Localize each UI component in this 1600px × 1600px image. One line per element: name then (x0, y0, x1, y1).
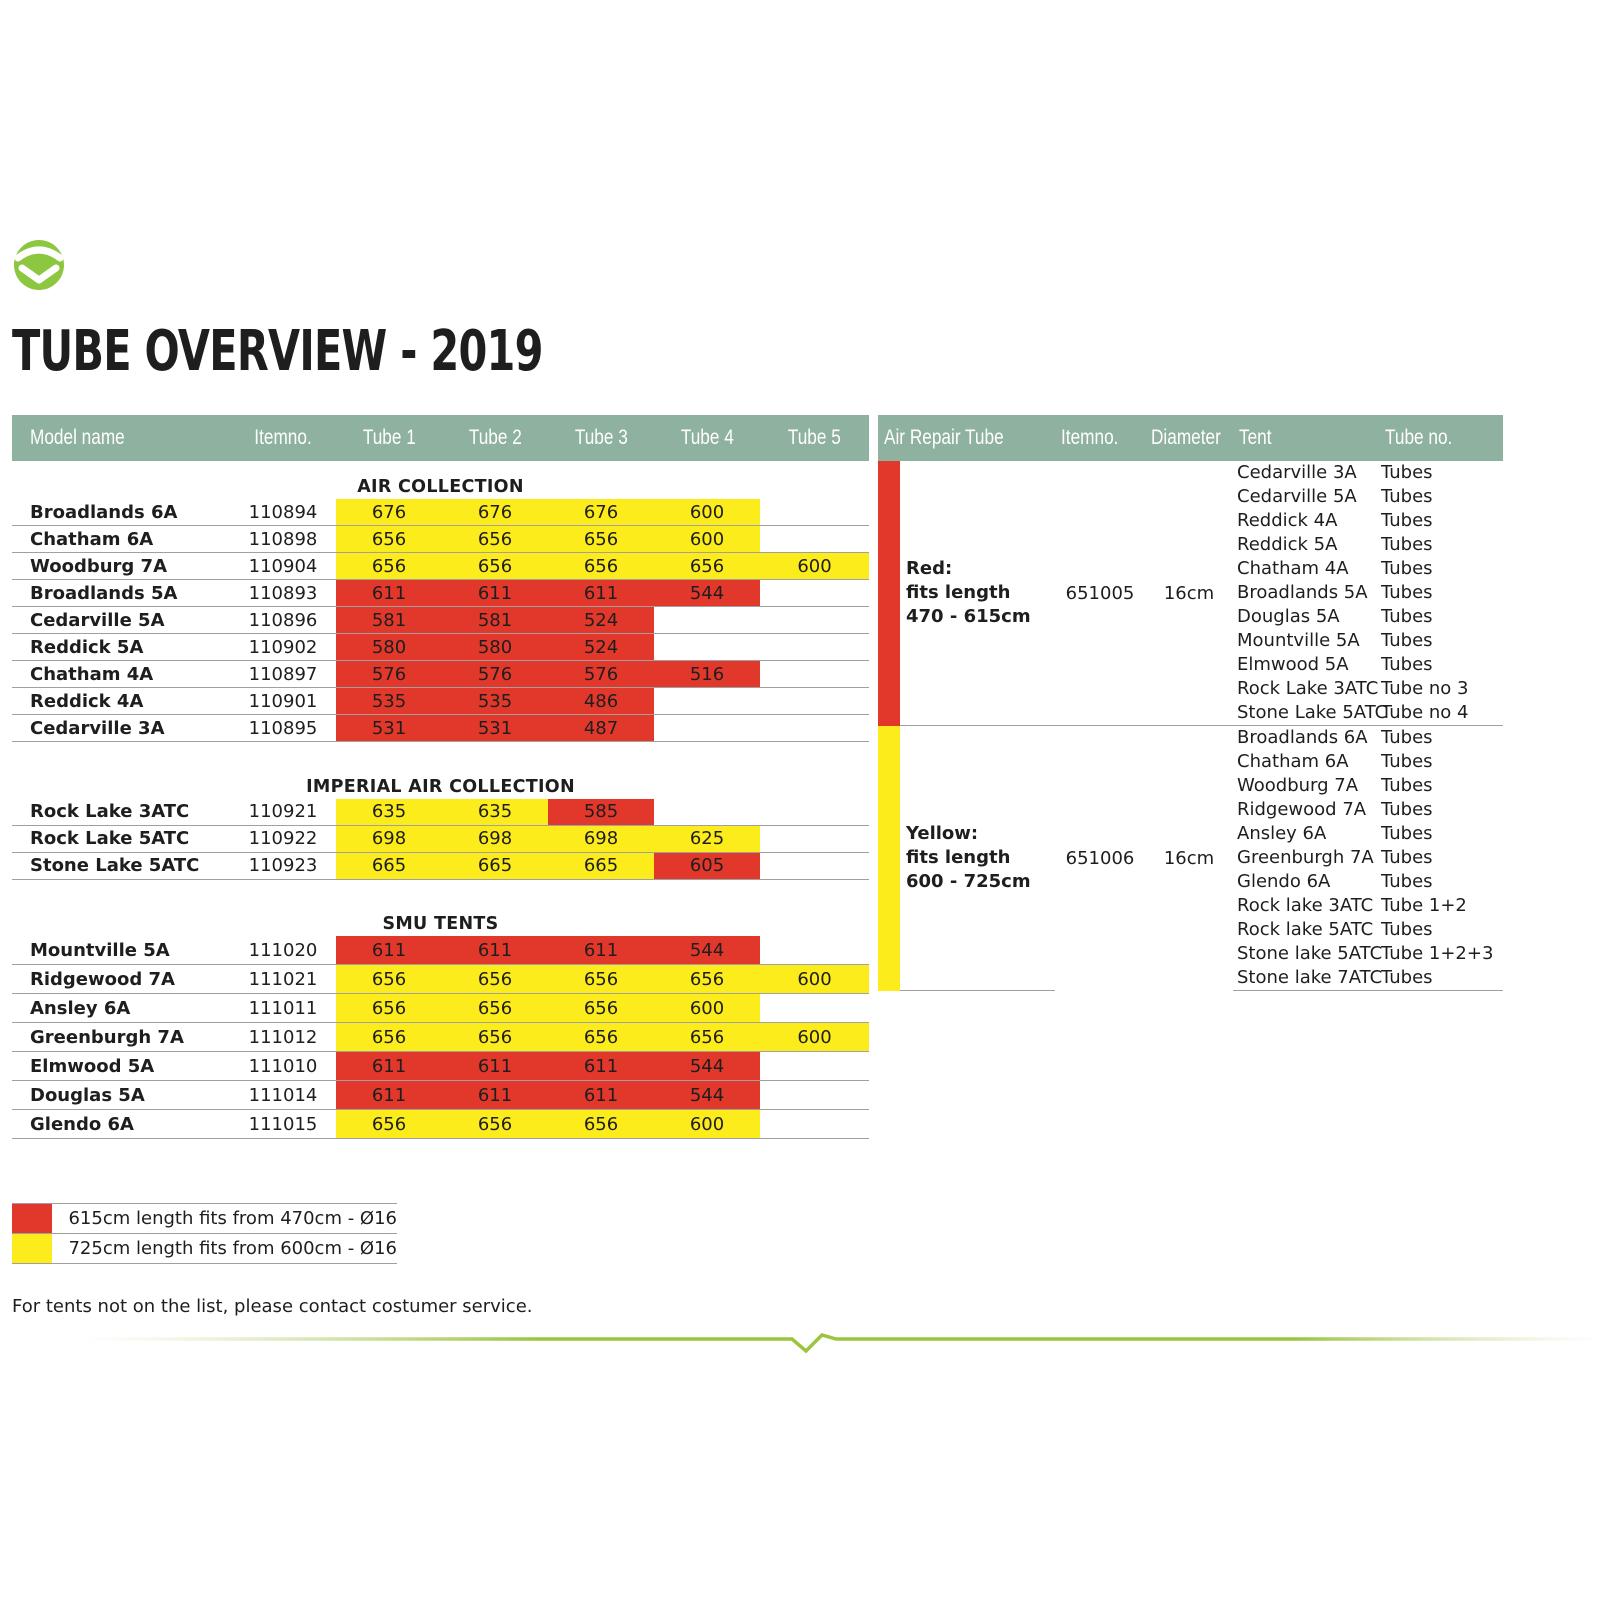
column-header (878, 415, 1055, 461)
tube-length-cell: 656 (336, 1023, 442, 1052)
column-header (1055, 415, 1145, 461)
repair-item-number: 651006 (1065, 847, 1135, 869)
column-header-label: Tube 1 (362, 426, 416, 449)
tube-length-cell (760, 688, 869, 715)
model-name: Cedarville 3A (12, 715, 230, 742)
column-header-label: Air Repair Tube (884, 426, 1004, 449)
item-number: 110922 (230, 825, 336, 852)
tube-length-cell: 611 (336, 1052, 442, 1081)
tube-length-cell (760, 526, 869, 553)
tube-length-cell: 611 (548, 1081, 654, 1110)
table-row (12, 634, 869, 661)
tube-length-cell: 600 (760, 965, 869, 994)
item-number: 110902 (230, 634, 336, 661)
model-name: Stone Lake 5ATC (12, 852, 230, 879)
tent-name: Stone Lake 5ATC (1233, 701, 1379, 726)
column-header-label: Itemno. (1061, 426, 1119, 449)
table-row (12, 1110, 869, 1139)
group-label-line: 470 - 615cm (906, 606, 1031, 627)
item-number: 111021 (230, 965, 336, 994)
table-row (12, 1081, 869, 1110)
column-header-label: Tube 3 (574, 426, 628, 449)
tube-length-cell: 656 (442, 1110, 548, 1139)
tube-length-cell: 656 (442, 553, 548, 580)
item-number: 111014 (230, 1081, 336, 1110)
column-header-label: Model name (30, 426, 125, 449)
column-header (654, 415, 760, 461)
tube-length-cell: 516 (654, 661, 760, 688)
column-header (336, 415, 442, 461)
section-title: SMU TENTS (382, 914, 499, 934)
tube-number: Tubes (1381, 727, 1433, 748)
tube-length-cell: 656 (442, 1023, 548, 1052)
tent-name: Ansley 6A (1237, 823, 1327, 844)
tube-length-cell: 576 (336, 661, 442, 688)
tube-length-cell: 544 (654, 936, 760, 965)
legend-row (12, 1204, 397, 1234)
model-name: Rock Lake 5ATC (12, 825, 230, 852)
model-name: Ansley 6A (12, 994, 230, 1023)
tube-length-cell (760, 1081, 869, 1110)
table-row (12, 825, 869, 852)
table-row (12, 526, 869, 553)
tube-number: Tube no 4 (1379, 701, 1503, 726)
group-label-line: Red: (906, 558, 953, 579)
tube-number: Tubes (1381, 799, 1433, 820)
tube-length-cell (760, 936, 869, 965)
tube-length-cell: 676 (336, 499, 442, 526)
section-row (12, 461, 869, 499)
tube-length-cell (760, 852, 869, 879)
tent-name: Chatham 6A (1237, 751, 1349, 772)
section-row (12, 742, 869, 799)
tube-length-cell: 656 (654, 1023, 760, 1052)
tube-length-cell (654, 688, 760, 715)
column-header (1145, 415, 1233, 461)
item-number: 110896 (230, 607, 336, 634)
column-header-label: Tube 4 (680, 426, 734, 449)
table-row (12, 994, 869, 1023)
tube-length-cell: 676 (442, 499, 548, 526)
model-name: Chatham 4A (12, 661, 230, 688)
tube-length-cell (760, 994, 869, 1023)
item-number: 111020 (230, 936, 336, 965)
tube-length-cell (760, 715, 869, 742)
tent-name: Woodburg 7A (1237, 775, 1359, 796)
tent-name: Ridgewood 7A (1237, 799, 1367, 820)
section-title: IMPERIAL AIR COLLECTION (306, 776, 575, 797)
decorative-divider (80, 1332, 1600, 1372)
table-row (12, 965, 869, 994)
tube-length-cell: 676 (548, 499, 654, 526)
table-row (12, 1052, 869, 1081)
legend-text: 725cm length fits from 600cm - Ø16 (52, 1234, 397, 1264)
page-title: TUBE OVERVIEW - 2019 (12, 319, 543, 384)
table-row (12, 688, 869, 715)
group-label (900, 726, 1055, 991)
model-name: Reddick 4A (12, 688, 230, 715)
tube-number: Tubes (1381, 462, 1433, 483)
tube-length-cell: 611 (442, 1052, 548, 1081)
tube-number: Tubes (1381, 775, 1433, 796)
tube-length-cell: 535 (442, 688, 548, 715)
column-header-label: Tube 2 (468, 426, 522, 449)
tube-length-cell: 600 (654, 526, 760, 553)
tube-length-cell: 611 (548, 580, 654, 607)
tube-length-cell: 656 (442, 965, 548, 994)
model-name: Woodburg 7A (12, 553, 230, 580)
table-row (12, 936, 869, 965)
tent-name: Rock Lake 3ATC (1237, 678, 1379, 699)
tube-length-cell: 698 (548, 825, 654, 852)
tube-length-cell: 656 (336, 965, 442, 994)
tube-length-cell: 611 (548, 936, 654, 965)
tent-name: Cedarville 5A (1237, 486, 1357, 507)
tube-length-cell: 656 (548, 1023, 654, 1052)
tube-number: Tubes (1381, 871, 1433, 892)
tube-length-cell: 656 (548, 994, 654, 1023)
repair-item-number: 651005 (1055, 461, 1145, 726)
item-number: 110893 (230, 580, 336, 607)
tube-length-cell (760, 607, 869, 634)
tube-length-cell: 665 (442, 852, 548, 879)
tube-length-cell: 656 (336, 1110, 442, 1139)
tube-number: Tubes (1381, 751, 1433, 772)
tube-number: Tubes (1381, 654, 1433, 675)
tube-length-cell: 585 (548, 799, 654, 826)
tube-length-cell: 656 (336, 994, 442, 1023)
tube-number: Tube 1+2 (1381, 895, 1467, 916)
tube-length-cell: 600 (760, 1023, 869, 1052)
table-row (12, 661, 869, 688)
group-label (900, 461, 1055, 726)
tent-name: Rock lake 5ATC (1237, 919, 1374, 940)
tube-length-cell: 544 (654, 1052, 760, 1081)
tube-length-cell: 656 (548, 526, 654, 553)
tent-name: Cedarville 3A (1237, 462, 1357, 483)
list-item (878, 461, 1503, 485)
tube-length-cell: 635 (442, 799, 548, 826)
tube-length-cell: 544 (654, 1081, 760, 1110)
group-label-line: Yellow: (906, 823, 979, 844)
section-title: AIR COLLECTION (357, 477, 524, 497)
tube-length-cell: 487 (548, 715, 654, 742)
column-header (1379, 415, 1503, 461)
tube-length-cell: 656 (654, 553, 760, 580)
tent-name: Mountville 5A (1237, 630, 1360, 651)
tube-length-cell: 656 (548, 553, 654, 580)
legend-text: 615cm length fits from 470cm - Ø16 (52, 1204, 397, 1234)
footer-note: For tents not on the list, please contact costumer service. (12, 1296, 533, 1317)
tube-length-cell: 611 (336, 1081, 442, 1110)
model-name: Greenburgh 7A (12, 1023, 230, 1052)
tent-name: Broadlands 5A (1237, 582, 1368, 603)
table-row (12, 799, 869, 826)
item-number: 111012 (230, 1023, 336, 1052)
tent-name: Stone lake 7ATC (1233, 966, 1379, 991)
tube-length-cell: 635 (336, 799, 442, 826)
model-name: Reddick 5A (12, 634, 230, 661)
item-number: 110904 (230, 553, 336, 580)
tent-name: Broadlands 6A (1237, 727, 1368, 748)
column-header-label: Tube 5 (788, 426, 841, 449)
table-row (12, 499, 869, 526)
tube-length-cell (654, 607, 760, 634)
tube-length-cell: 611 (336, 936, 442, 965)
tube-length-cell: 581 (336, 607, 442, 634)
tent-name: Reddick 5A (1237, 534, 1338, 555)
tube-length-cell: 665 (336, 852, 442, 879)
tube-length-cell: 665 (548, 852, 654, 879)
tube-length-cell: 576 (548, 661, 654, 688)
tube-length-cell: 486 (548, 688, 654, 715)
tube-lengths-table (12, 415, 869, 1139)
tube-length-cell: 625 (654, 825, 760, 852)
column-header-label: Diameter (1151, 426, 1221, 449)
model-name: Mountville 5A (12, 936, 230, 965)
tube-length-cell: 524 (548, 607, 654, 634)
model-name: Glendo 6A (12, 1110, 230, 1139)
color-legend (12, 1203, 397, 1264)
model-name: Rock Lake 3ATC (12, 799, 230, 826)
color-bar (878, 726, 900, 991)
model-name: Broadlands 6A (12, 499, 230, 526)
group-label-line: fits length (906, 582, 1011, 603)
group-label-line: fits length (906, 847, 1011, 868)
legend-swatch (12, 1204, 52, 1234)
tube-length-cell: 656 (548, 965, 654, 994)
table-row (12, 553, 869, 580)
tube-length-cell: 656 (548, 1110, 654, 1139)
model-name: Ridgewood 7A (12, 965, 230, 994)
tube-number: Tube 1+2+3 (1381, 943, 1494, 964)
item-number: 111010 (230, 1052, 336, 1081)
diameter: 16cm (1163, 847, 1215, 869)
tube-length-cell: 611 (336, 580, 442, 607)
tube-number: Tubes (1381, 510, 1433, 531)
tent-name: Douglas 5A (1237, 606, 1340, 627)
tube-length-cell: 524 (548, 634, 654, 661)
column-header (442, 415, 548, 461)
tent-name: Elmwood 5A (1237, 654, 1349, 675)
table-row (12, 715, 869, 742)
tube-length-cell: 531 (442, 715, 548, 742)
tube-number: Tubes (1381, 606, 1433, 627)
model-name: Cedarville 5A (12, 607, 230, 634)
column-header (1233, 415, 1379, 461)
tube-length-cell: 576 (442, 661, 548, 688)
model-name: Chatham 6A (12, 526, 230, 553)
item-number: 111011 (230, 994, 336, 1023)
item-number: 110895 (230, 715, 336, 742)
tube-number: Tubes (1381, 919, 1433, 940)
column-header-label: Tube no. (1385, 426, 1453, 449)
tube-length-cell: 611 (548, 1052, 654, 1081)
group-label-line: 600 - 725cm (906, 871, 1031, 892)
tube-length-cell (760, 799, 869, 826)
tube-length-cell: 656 (336, 526, 442, 553)
tube-length-cell (654, 715, 760, 742)
item-number: 110898 (230, 526, 336, 553)
tube-length-cell: 656 (442, 994, 548, 1023)
tent-name: Greenburgh 7A (1237, 847, 1374, 868)
tube-length-cell: 656 (336, 553, 442, 580)
item-number: 110894 (230, 499, 336, 526)
tube-length-cell: 531 (336, 715, 442, 742)
column-header (12, 415, 230, 461)
tube-length-cell: 656 (442, 526, 548, 553)
tube-length-cell: 600 (760, 553, 869, 580)
item-number: 110901 (230, 688, 336, 715)
tube-length-cell: 600 (654, 1110, 760, 1139)
tube-length-cell (760, 825, 869, 852)
tube-number: Tubes (1381, 582, 1433, 603)
tube-number: Tubes (1381, 847, 1433, 868)
section-row (12, 879, 869, 936)
tube-length-cell: 698 (442, 825, 548, 852)
tube-length-cell (760, 580, 869, 607)
column-header (230, 415, 336, 461)
tube-length-cell: 544 (654, 580, 760, 607)
tube-length-cell (654, 634, 760, 661)
color-bar (878, 461, 900, 726)
tube-length-cell: 581 (442, 607, 548, 634)
tube-length-cell (760, 1110, 869, 1139)
item-number: 110897 (230, 661, 336, 688)
tube-length-cell (760, 1052, 869, 1081)
tube-length-cell: 600 (654, 499, 760, 526)
tube-length-cell (760, 661, 869, 688)
tube-length-cell (654, 799, 760, 826)
table-row (12, 852, 869, 879)
tube-length-cell (760, 634, 869, 661)
column-header-label: Tent (1239, 426, 1272, 449)
model-name: Elmwood 5A (12, 1052, 230, 1081)
table-row (12, 1023, 869, 1052)
diameter: 16cm (1145, 461, 1233, 726)
column-header-label: Itemno. (254, 426, 312, 449)
tube-length-cell: 600 (654, 994, 760, 1023)
air-repair-tube-table (878, 415, 1503, 991)
tent-name: Chatham 4A (1237, 558, 1349, 579)
tube-length-cell: 605 (654, 852, 760, 879)
tent-name: Rock lake 3ATC (1237, 895, 1374, 916)
tube-length-cell: 656 (654, 965, 760, 994)
tube-length-cell: 611 (442, 936, 548, 965)
tube-number: Tube no 3 (1381, 678, 1469, 699)
table-row (12, 607, 869, 634)
tube-length-cell: 580 (442, 634, 548, 661)
legend-swatch (12, 1234, 52, 1264)
tube-number: Tubes (1379, 966, 1503, 991)
tube-number: Tubes (1381, 823, 1433, 844)
item-number: 110921 (230, 799, 336, 826)
tent-name: Stone lake 5ATC (1237, 943, 1383, 964)
column-header (548, 415, 654, 461)
tube-number: Tubes (1381, 534, 1433, 555)
brand-logo (12, 238, 66, 292)
tube-number: Tubes (1381, 486, 1433, 507)
item-number: 111015 (230, 1110, 336, 1139)
tube-number: Tubes (1381, 630, 1433, 651)
tube-length-cell: 698 (336, 825, 442, 852)
tube-length-cell: 611 (442, 580, 548, 607)
model-name: Broadlands 5A (12, 580, 230, 607)
tube-length-cell: 580 (336, 634, 442, 661)
tent-name: Reddick 4A (1237, 510, 1338, 531)
tube-length-cell: 611 (442, 1081, 548, 1110)
model-name: Douglas 5A (12, 1081, 230, 1110)
legend-row (12, 1234, 397, 1264)
column-header (760, 415, 869, 461)
tent-name: Glendo 6A (1237, 871, 1331, 892)
tube-number: Tubes (1381, 558, 1433, 579)
tube-length-cell: 535 (336, 688, 442, 715)
list-item (878, 726, 1503, 751)
tube-length-cell (760, 499, 869, 526)
item-number: 110923 (230, 852, 336, 879)
table-row (12, 580, 869, 607)
